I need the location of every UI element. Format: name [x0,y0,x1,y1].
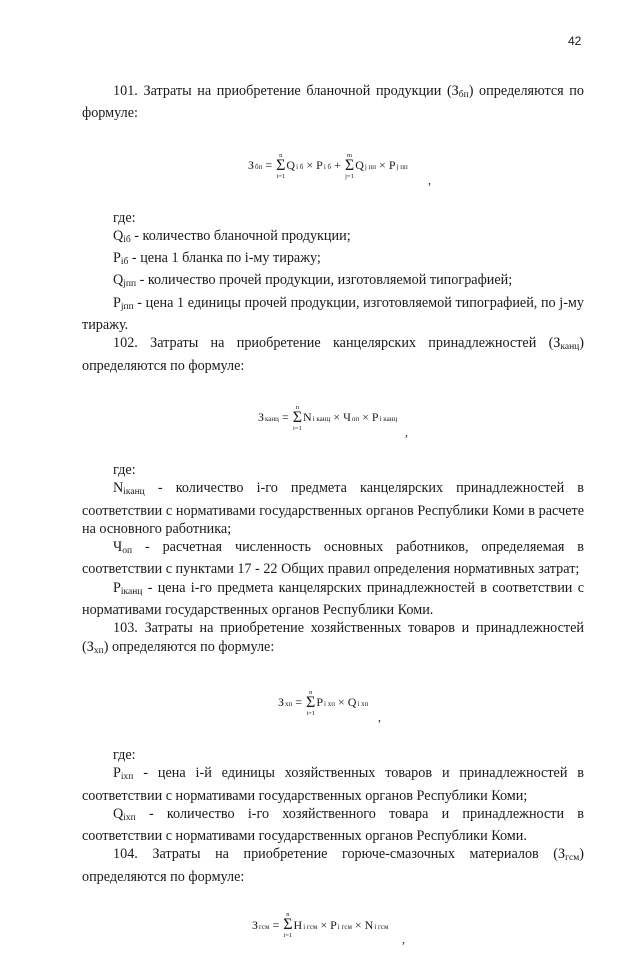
sum-sign: n Σ i=1 [283,911,293,940]
paragraph-101: 101. Затраты на приобретение бланочной продукции $(З_{бп})$ определяются по формуле: [82,83,584,122]
sum-sign: n Σ i=1 [292,403,303,432]
where-label: где: [113,209,136,226]
where-label: где: [113,746,136,763]
definition-p-ikants: $P_{iканц}$ - цена i-го предмета канцелярских принадлежностей в соответствии с нормативами государственных органов Республики Коми. [82,579,584,619]
definition-q-ihp: $Q_{iхп}$ - количество i-го хозяйственного товара и принадлежности в соответствии с нормативами государственных органов Республики Коми. [82,805,584,845]
formula-office-supplies: З канц = n Σ i=1 N i канц × Ч оп × P i канц , [258,403,408,439]
paragraph-104: 104. Затраты на приобретение горюче-смазочных материалов $(З_{гсм})$ определяются по формуле: [82,846,584,885]
sum-sign: n Σ i=1 [276,151,286,180]
definition-n-ikants: $N_{iканц}$ - количество i-го предмета канцелярских принадлежностей в соответствии с нормативами государственных органов Республики Коми в расчете на основного работника; [82,480,584,537]
paragraph-102: 102. Затраты на приобретение канцелярских принадлежностей $(З_{канц})$ определяются по формуле: [82,335,584,374]
formula-fuel-lubricants: З гсм = n Σ i=1 Н i гсм × P i гсм × N i гсм , [252,911,405,947]
definition-ch-op: $Ч_{оп}$ - расчетная численность основных работников, определяемая в соответствии с пунктами 17 - 22 Общих правил определения нормативных затрат; [82,539,584,578]
definition-q-ib: $Q_{iб}$ - количество бланочной продукции; [113,227,351,245]
definition-p-ihp: $P_{iхп}$ - цена i-й единицы хозяйственных товаров и принадлежностей в соответствии с нормативами государственных органов Республики Коми; [82,765,584,804]
sum-sign: m Σ j=1 [344,151,355,180]
document-body [82,82,584,964]
formula-blank-products: З бп = n Σ i=1 Q i б × P i б + m Σ j=1 Q j пп × P j пп , [248,151,431,187]
paragraph-103: 103. Затраты на приобретение хозяйственных товаров и принадлежностей $(З_{хп})$ определяются по формуле: [82,620,584,656]
sum-sign: n Σ i=1 [306,688,316,717]
where-label: где: [113,461,136,478]
page-number: 42 [568,34,582,48]
definition-p-jpp: $P_{jпп}$ - цена 1 единицы прочей продукции, изготовляемой типографией, по j-му тиражу. [82,294,584,334]
definition-p-ib: $P_{iб}$ - цена 1 бланка по i-му тиражу; [113,250,321,268]
formula-household-goods: З хп = n Σ i=1 P i хп × Q i хп , [278,688,381,724]
definition-q-jpp: $Q_{jпп}$ - количество прочей продукции, изготовляемой типографией; [113,272,513,290]
